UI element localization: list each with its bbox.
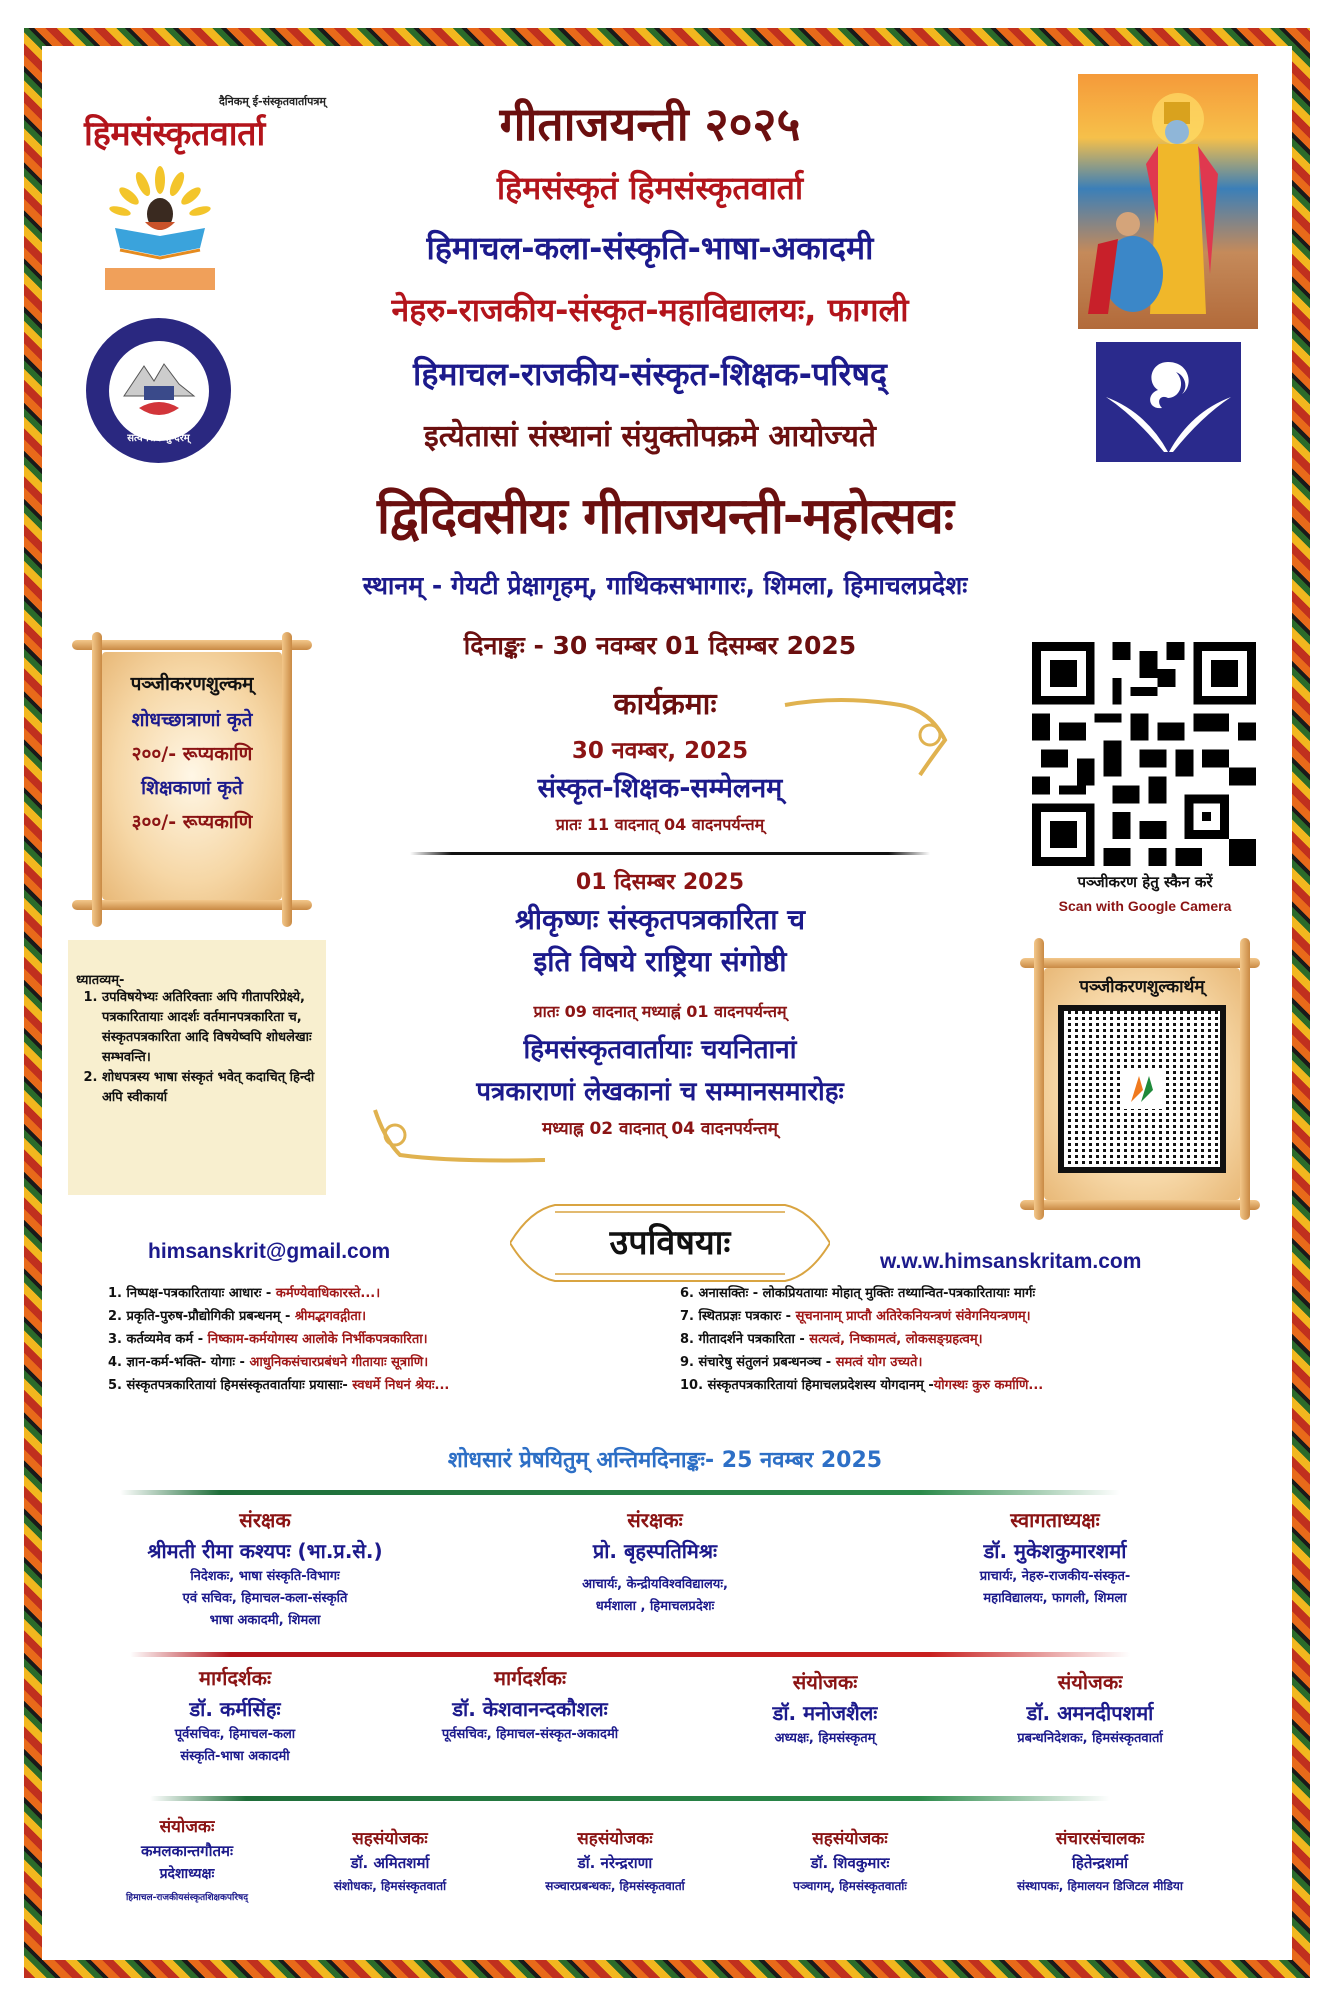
section-divider [120,1490,1120,1495]
payment-qr-title: पञ्जीकरणशुल्कार्थम् [1079,977,1205,997]
bhim-upi-logo [1122,1069,1162,1109]
registration-fee-panel [72,632,312,927]
committee-member: संयोजकः डॉ. अमनदीपशर्मा प्रबन्धनिदेशकः, हिमसंस्कृतवार्ता [1017,1670,1163,1746]
fee-amount-teachers: ३००/- रूप्यकाणि [131,811,253,833]
subtopics-banner [510,1200,830,1286]
brand-logo [84,94,334,155]
committee-member: संयोजकः कमलकान्तगौतमः प्रदेशाध्यक्षः हिमाचल-राजकीयसंस्कृतशिक्षकपरिषद् [125,1817,249,1903]
committee-member: संचारसंचालकः हितेन्द्रशर्मा संस्थापकः, हिमालयन डिजिटल मीडिया [1017,1829,1183,1893]
committee-member: संरक्षकः प्रो. बृहस्पतिमिश्रः आचार्यः, केन्द्रीयविश्वविद्यालयः, धर्मशाला , हिमाचलप्रदेशः [582,1508,728,1614]
krishna-arjuna-illustration-icon [1078,74,1258,329]
payment-qr-panel [1020,938,1260,1220]
krishna-arjuna-image [1078,74,1258,329]
academy-logo [1096,342,1241,462]
subtopic-item: 7. स्थितप्रज्ञः पत्रकारः - सूचनानाम् प्राप्तौ अतिरेकनियन्त्रणं संवेगनियन्त्रणम्। [680,1309,1031,1324]
contact-website[interactable]: w.w.w.himsanskritam.com [880,1250,1142,1273]
organizer-line-1: हिमसंस्कृतं हिमसंस्कृतवार्ता [496,169,804,207]
subtopic-item: 4. ज्ञान-कर्म-भक्ति- योगाः - आधुनिकसंचारप्रबंधने गीतायाः सूत्राणि। [108,1355,429,1370]
upi-arrow-icon [1129,1074,1155,1104]
page-title: गीताजयन्ती २०२५ [499,97,801,151]
day2-event2-line1: हिमसंस्कृतवार्तायाः चयनितानां [523,1035,797,1065]
fee-amount-researchers: २००/- रूप्यकाणि [131,743,253,765]
organizer-line-2: हिमाचल-कला-संस्कृति-भाषा-अकादमी [426,229,874,267]
flourish-icon [370,1100,550,1170]
committee-member: सहसंयोजकः डॉ. नरेन्द्रराणा सञ्चारप्रबन्धकः, हिमसंस्कृतवार्ता [545,1829,685,1893]
notes-title: ध्यातव्यम्- [76,973,125,988]
programme-title: कार्यक्रमाः [613,687,717,722]
day2-event-line1: श्रीकृष्णः संस्कृतपत्रकारिता च [514,903,806,936]
qr-caption-english: Scan with Google Camera [1058,898,1232,914]
teacher-council-logo [100,160,220,295]
subtopic-item: 6. अनासक्तिः - लोकप्रियतायाः मोहात् मुक्तिः तथ्यान्वित-पत्रकारितायाः मार्गः [680,1286,1036,1301]
note-item: 1. उपविषयेभ्यः अतिरिक्ताः अपि गीतापरिप्रेक्ष्ये, पत्रकारितायाः आदर्शः वर्तमानपत्रकारिता च, संस्कृतपत्रकारिता आदि विषयेष्वपि शोधलेखाः सम्भवन्ति। [102,988,316,1068]
contact-email[interactable]: himsanskrit@gmail.com [148,1240,391,1263]
day1-time: प्रातः 11 वादनात् 04 वादनपर्यन्तम् [555,815,765,834]
ornament-flourish [370,1100,550,1170]
brand-tagline: दैनिकम् ई-संस्कृतवार्तापत्रम् [218,95,326,108]
event-dates: दिनाङ्कः - 30 नवम्बर 01 दिसम्बर 2025 [463,631,857,660]
payment-qr-code[interactable] [1058,1005,1226,1173]
subtopic-item: 1. निष्पक्ष-पत्रकारितायाः आधारः - कर्मण्येवाधिकारस्ते...। [108,1286,381,1301]
subtopic-item: 5. संस्कृतपत्रकारितायां हिमसंस्कृतवार्तायाः प्रयासाः- स्वधर्मे निधनं श्रेयः... [108,1378,450,1393]
subtopic-item: 10. संस्कृतपत्रकारितायां हिमाचलप्रदेशस्य योगदानम् -योगस्थः कुरु कर्माणि... [680,1378,1044,1393]
day1-event: संस्कृत-शिक्षक-सम्मेलनम् [537,773,783,804]
registration-fee-title: पञ्जीकरणशुल्कम् [130,673,254,695]
subtopics-title: उपविषयाः [609,1223,731,1263]
programme-divider [410,852,930,855]
note-item: 2. शोधपत्रस्य भाषा संस्कृतं भवेत् कदाचित् हिन्दी अपि स्वीकार्या [102,1068,316,1108]
subtopic-item: 2. प्रकृति-पुरुष-प्रौद्योगिकी प्रबन्धनम् - श्रीमद्भगवद्गीता। [108,1309,367,1324]
day2-date: 01 दिसम्बर 2025 [575,870,745,895]
subtopics-list-right [680,1282,1240,1397]
committee-member: संयोजकः डॉ. मनोजशैलः अध्यक्षः, हिमसंस्कृतम् [772,1670,878,1746]
notes-box [68,940,326,1195]
submission-deadline: शोधसारं प्रेषयितुम् अन्तिमदिनाङ्कः- 25 नवम्बर 2025 [447,1448,883,1473]
day2-event2-line2: पत्रकाराणां लेखकानां च सम्मानसमारोहः [476,1077,844,1107]
section-divider [130,1652,1130,1657]
subtopics-list-left [108,1282,668,1397]
mountain-book-lotus-icon [119,356,199,426]
subtopic-item: 8. गीतादर्शने पत्रकारिता - सत्यत्वं, निष्कामत्वं, लोकसङ्ग्रहत्वम्। [680,1332,983,1347]
committee-member: स्वागताध्यक्षः डॉ. मुकेशकुमारशर्मा प्राचार्यः, नेहरु-राजकीय-संस्कृत- महाविद्यालयः, फागली, शिमला [979,1508,1131,1606]
organizer-line-3: नेहरु-राजकीय-संस्कृत-महाविद्यालयः, फागली [391,291,909,329]
subtopic-item: 3. कर्तव्यमेव कर्म - निष्काम-कर्मयोगस्य आलोके निर्भीकपत्रकारिता। [108,1332,428,1347]
qr-caption-hindi: पञ्जीकरण हेतु स्कैन करें [1077,873,1213,891]
qr-code-icon [1032,642,1256,866]
organizer-line-5: इत्येतासां संस्थानां संयुक्तोपक्रमे आयोज्यते [424,419,876,454]
fee-label-researchers: शोधच्छात्राणां कृते [131,709,253,731]
fee-label-teachers: शिक्षकाणां कृते [141,777,243,799]
college-seal-motto: सत्यं शिवं सुन्दरम् [127,433,190,444]
day2-time1: प्रातः 09 वादनात् मध्याह्नं 01 वादनपर्यन्तम् [533,1002,787,1021]
organizer-line-4: हिमाचल-राजकीय-संस्कृत-शिक्षक-परिषद् [413,355,887,393]
academy-emblem-icon [1096,342,1241,462]
day2-time2: मध्याह्न 02 वादनात् 04 वादनपर्यन्तम् [542,1119,778,1139]
committee-member: मार्गदर्शकः डॉ. कर्मसिंहः पूर्वसचिवः, हिमाचल-कला संस्कृति-भाषा अकादमी [174,1666,296,1764]
committee-member: मार्गदर्शकः डॉ. केशवानन्दकौशलः पूर्वसचिवः, हिमाचल-संस्कृत-अकादमी [441,1666,619,1742]
section-divider [150,1796,1110,1801]
lamp-book-sun-icon [105,166,215,266]
day1-date: 30 नवम्बर, 2025 [571,738,749,764]
registration-qr-code[interactable] [1032,642,1256,866]
committee-member: सहसंयोजकः डॉ. अमितशर्मा संशोधकः, हिमसंस्कृतवार्ता [333,1829,447,1893]
day2-event-line2: इति विषये राष्ट्रिया संगोष्ठी [533,945,787,978]
brand-name: हिमसंस्कृतवार्ता [84,114,265,154]
festival-title: द्विदिवसीयः गीताजयन्ती-महोत्सवः [377,487,953,545]
committee-member: संरक्षक श्रीमती रीमा कश्यपः (भा.प्र.से.) निदेशकः, भाषा संस्कृति-विभागः एवं सचिवः, हिमाचल-कला-संस्कृति भाषा अकादमी, शिमला [147,1508,383,1628]
venue: स्थानम् - गेयटी प्रेक्षागृहम्, गाथिकसभागारः, शिमला, हिमाचलप्रदेशः [362,571,968,600]
subtopic-item: 9. संचारेषु संतुलनं प्रबन्धनञ्च - समत्वं योग उच्यते। [680,1355,923,1370]
committee-member: सहसंयोजकः डॉ. शिवकुमारः पञ्चागम्, हिमसंस्कृतवार्ताः [793,1829,907,1893]
